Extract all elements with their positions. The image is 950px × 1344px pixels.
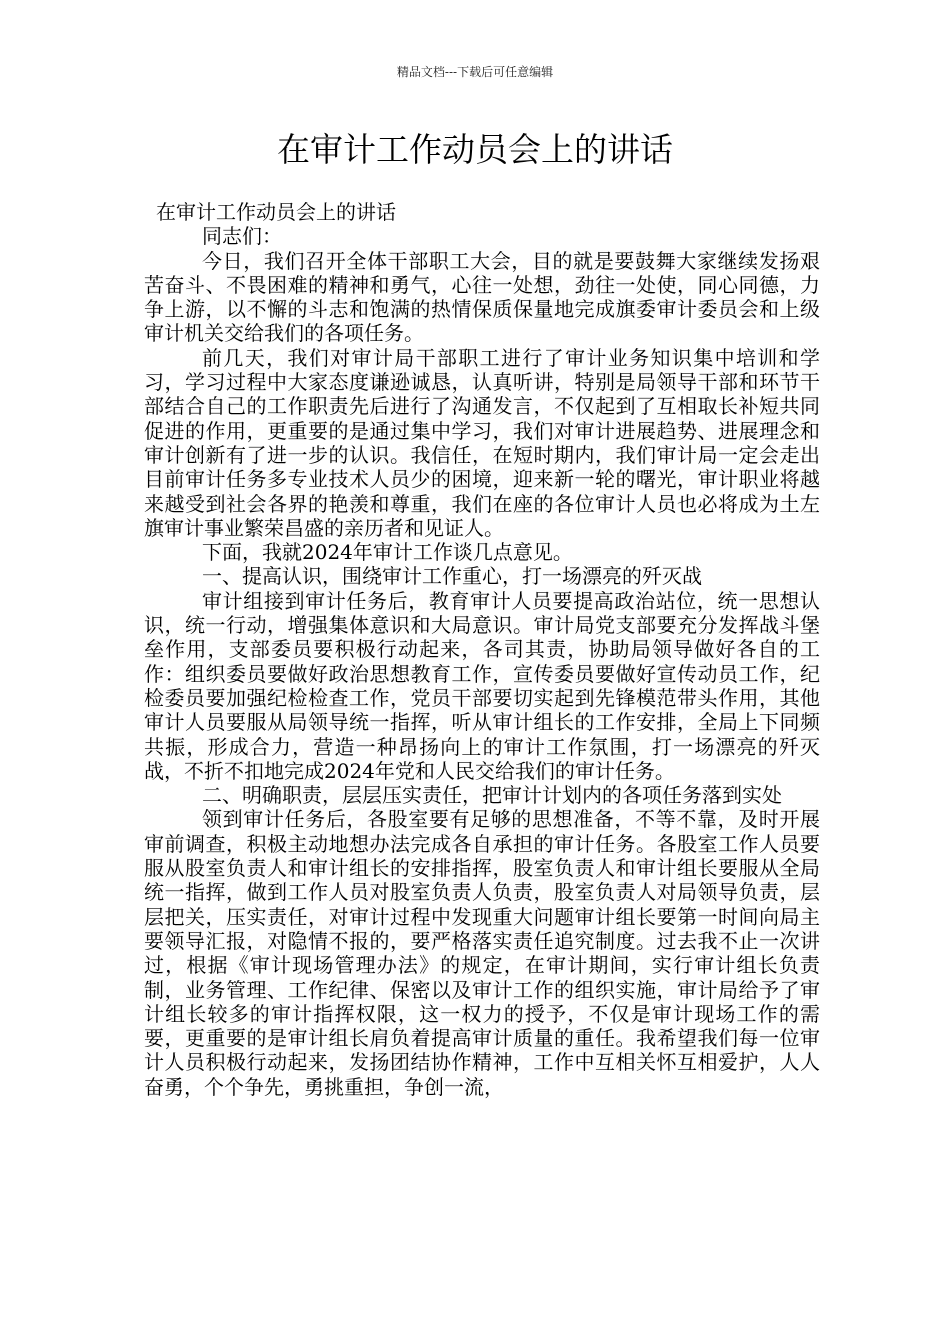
document-title: 在审计工作动员会上的讲话: [277, 130, 673, 169]
salutation: 同志们：: [202, 224, 282, 249]
document-body: [144, 200, 820, 1099]
paragraph: 今日，我们召开全体干部职工大会，目的就是要鼓舞大家继续发扬艰苦奋斗、不畏困难的精神和勇气，心往一处想，劲往一处使，同心同德，力争上游，以不懈的斗志和饱满的热情保质保量地完成旗委审计委员会和上级审计机关交给我们的各项任务。: [144, 248, 820, 346]
paragraph: 前几天，我们对审计局干部职工进行了审计业务知识集中培训和学习，学习过程中大家态度谦逊诚恳，认真听讲，特别是局领导干部和环节干部结合自己的工作职责先后进行了沟通发言，不仅起到了互相取长补短共同促进的作用，更重要的是通过集中学习，我们对审计进展趋势、进展理念和审计创新有了进一步的认识。我信任，在短时期内，我们审计局一定会走出目前审计任务多专业技术人员少的困境，迎来新一轮的曙光，审计职业将越来越受到社会各界的艳羡和尊重，我们在座的各位审计人员也必将成为土左旗审计事业繁荣昌盛的亲历者和见证人。: [144, 345, 820, 540]
section-heading: 二、明确职责，层层压实责任，把审计计划内的各项任务落到实处: [202, 783, 782, 808]
paragraph: 审计组接到审计任务后，教育审计人员要提高政治站位，统一思想认识，统一行动，增强集体意识和大局意识。审计局党支部要充分发挥战斗堡垒作用，支部委员要积极行动起来，各司其责，协助局领导做好各自的工作：组织委员要做好政治思想教育工作，宣传委员要做好宣传动员工作，纪检委员要加强纪检检查工作，党员干部要切实起到先锋模范带头作用，其他审计人员要服从局领导统一指挥，听从审计组长的工作安排，全局上下同频共振，形成合力，营造一种昂扬向上的审计工作氛围，打一场漂亮的歼灭战，不折不扣地完成2024年党和人民交给我们的审计任务。: [144, 588, 820, 783]
document-subtitle: 在审计工作动员会上的讲话: [156, 200, 396, 224]
header-note: 精品文档---下载后可任意编辑: [396, 65, 554, 79]
paragraph: 下面，我就2024年审计工作谈几点意见。: [202, 540, 573, 565]
paragraph: 领到审计任务后，各股室要有足够的思想准备，不等不靠，及时开展审前调查，积极主动地想办法完成各自承担的审计任务。各股室工作人员要服从股室负责人和审计组长的安排指挥，股室负责人和审计组长要服从全局统一指挥，做到工作人员对股室负责人负责，股室负责人对局领导负责，层层把关，压实责任，对审计过程中发现重大问题审计组长要第一时间向局主要领导汇报，对隐情不报的，要严格落实责任追究制度。过去我不止一次讲过，根据《审计现场管理办法》的规定，在审计期间，实行审计组长负责制，业务管理、工作纪律、保密以及审计工作的组织实施，审计局给予了审计组长较多的审计指挥权限，这一权力的授予，不仅是审计现场工作的需要，更重要的是审计组长肩负着提高审计质量的重任。我希望我们每一位审计人员积极行动起来，发扬团结协作精神，工作中互相关怀互相爱护，人人奋勇，个个争先，勇挑重担，争创一流，: [144, 807, 820, 1099]
section-heading: 一、提高认识，围绕审计工作重心，打一场漂亮的歼灭战: [202, 564, 702, 589]
